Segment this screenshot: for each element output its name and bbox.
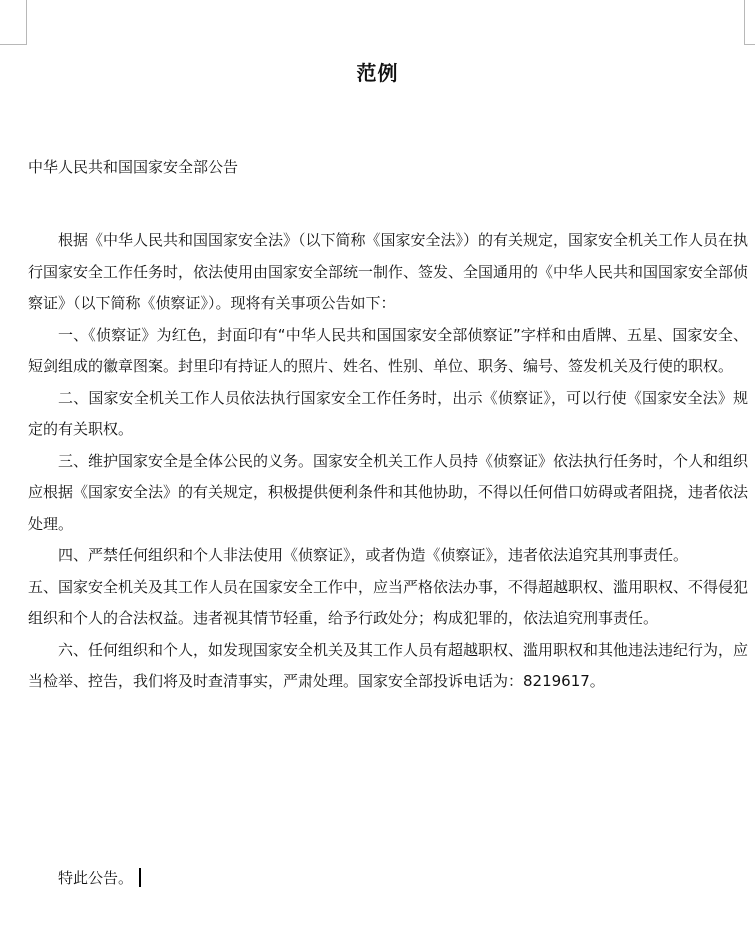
- paragraph-intro: 根据《中华人民共和国国家安全法》（以下简称《国家安全法》）的有关规定，国家安全机关工作人员在执行国家安全工作任务时，依法使用由国家安全部统一制作、签发、全国通用的《中华人民共和国国家安全部侦察证》（以下简称《侦察证》）。现将有关事项公告如下：: [28, 231, 749, 312]
- paragraph-item-6: 六、任何组织和个人，如发现国家安全机关及其工作人员有超越职权、滥用职权和其他违法违纪行为，应当检举、控告，我们将及时查清事实，严肃处理。国家安全部投诉电话为：8219617。: [28, 640, 749, 690]
- closing-line[interactable]: [58, 866, 141, 890]
- paragraph-item-3: 三、维护国家安全是全体公民的义务。国家安全机关工作人员持《侦察证》依法执行任务时，个人和组织应根据《国家安全法》的有关规定，积极提供便利条件和其他协助，不得以任何借口妨碍或者阻挠，违者依法处理。: [28, 451, 749, 533]
- crop-mark-top-right: [744, 0, 755, 45]
- announcement-heading: 中华人民共和国国家安全部公告: [28, 158, 239, 176]
- paragraph-item-5: 五、国家安全机关及其工作人员在国家安全工作中，应当严格依法办事，不得超越职权、滥用职权、不得侵犯组织和个人的合法权益。违者视其情节轻重，给予行政处分；构成犯罪的，依法追究刑事责任。: [28, 577, 749, 627]
- closing-text: 特此公告。: [58, 869, 134, 887]
- paragraph-item-1: 一、《侦察证》为红色，封面印有“中华人民共和国国家安全部侦察证”字样和由盾牌、五星、国家安全、短剑组成的徽章图案。封里印有持证人的照片、姓名、性别、单位、职务、编号、签发机关及行使的职权。: [28, 325, 748, 375]
- paragraph-item-4: 四、严禁任何组织和个人非法使用《侦察证》，或者伪造《侦察证》，违者依法追究其刑事责任。: [58, 546, 689, 564]
- document-body: [28, 225, 748, 698]
- crop-mark-top-left: [0, 0, 27, 45]
- text-cursor: [139, 868, 141, 887]
- document-title: 范例: [356, 61, 399, 85]
- paragraph-item-2: 二、国家安全机关工作人员依法执行国家安全工作任务时，出示《侦察证》，可以行使《国家安全法》规定的有关职权。: [28, 388, 748, 438]
